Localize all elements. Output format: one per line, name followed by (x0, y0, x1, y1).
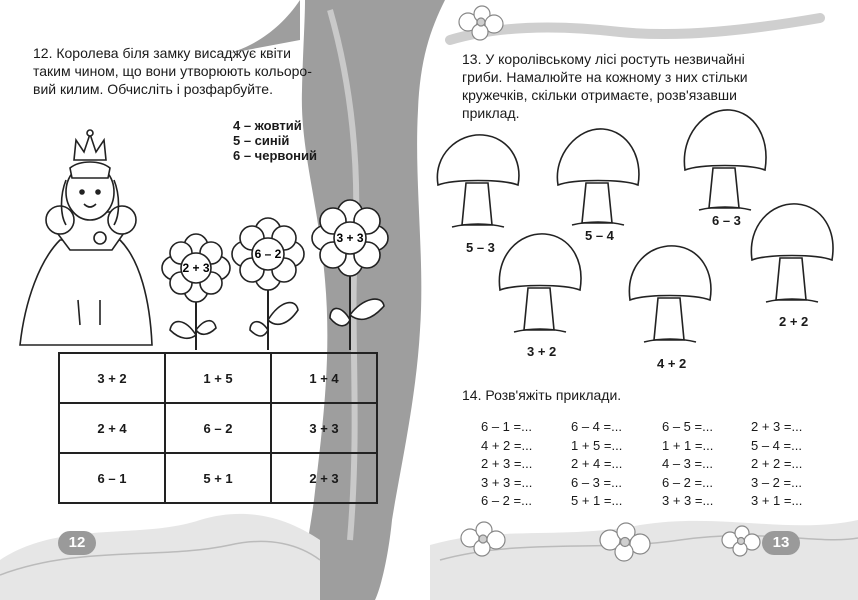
example[interactable]: 6 – 5 =... (662, 419, 713, 434)
mushroom-label: 5 – 4 (585, 228, 614, 243)
example[interactable]: 6 – 1 =... (481, 419, 532, 434)
task13-text (462, 50, 812, 122)
task12-line: 12. Королева біля замку висаджує квіти (33, 45, 291, 61)
decor-swirl-top (450, 18, 820, 40)
grid-row (59, 353, 377, 403)
task14-title: 14. Розв'яжіть приклади. (462, 387, 622, 403)
task12-line: вий килим. Обчисліть і розфарбуйте. (33, 81, 273, 97)
example[interactable]: 1 + 5 =... (571, 437, 623, 453)
mushroom-label: 3 + 2 (527, 344, 557, 359)
example[interactable]: 2 + 3 =... (481, 456, 533, 471)
example[interactable]: 6 – 3 =... (571, 474, 622, 490)
grid-cell[interactable]: 6 – 2 (165, 403, 271, 453)
mushroom-label: 4 + 2 (657, 356, 687, 371)
princess-illustration (20, 130, 152, 345)
color-legend (233, 118, 317, 163)
task13-line: 13. У королівському лісі ростуть незвичайні (462, 51, 745, 67)
flower-label-3: 3 + 3 (336, 231, 364, 245)
mushroom-label: 6 – 3 (712, 213, 741, 228)
page-number-left: 12 (58, 531, 96, 555)
grid-cell[interactable]: 3 + 3 (271, 403, 377, 453)
flower-label-2: 6 – 2 (254, 247, 282, 261)
legend-item: 4 – жовтий (233, 118, 302, 133)
ground-left (0, 514, 320, 600)
page-number-right: 13 (762, 531, 800, 555)
grid-cell[interactable]: 2 + 4 (59, 403, 165, 453)
flower-label-1: 2 + 3 (182, 261, 210, 275)
example[interactable]: 3 – 2 =... (751, 474, 802, 490)
mushroom-label: 2 + 2 (779, 314, 809, 329)
grid-cell[interactable]: 5 + 1 (165, 453, 271, 503)
example[interactable]: 4 – 3 =... (662, 456, 713, 471)
legend-item: 6 – червоний (233, 148, 317, 163)
grid-cell[interactable]: 1 + 5 (165, 353, 271, 403)
example[interactable]: 2 + 3 =... (751, 419, 803, 434)
grid-row (59, 403, 377, 453)
example[interactable]: 3 + 3 =... (481, 474, 533, 490)
grid-cell[interactable]: 1 + 4 (271, 353, 377, 403)
task13-line: гриби. Намалюйте на кожному з них стільки (462, 69, 748, 85)
legend-item: 5 – синій (233, 133, 290, 148)
example[interactable]: 1 + 1 =... (662, 437, 714, 453)
example[interactable]: 6 – 2 =... (481, 493, 532, 508)
task12-text (33, 44, 323, 98)
example[interactable]: 6 – 2 =... (662, 474, 713, 490)
example-column (751, 418, 802, 511)
example-column (481, 418, 532, 511)
task12-line: таким чином, що вони утворюють кольоро- (33, 63, 312, 79)
grid-cell[interactable]: 6 – 1 (59, 453, 165, 503)
example[interactable]: 5 + 1 =... (571, 493, 623, 508)
example[interactable]: 2 + 2 =... (751, 456, 803, 471)
example[interactable]: 3 + 1 =... (751, 493, 803, 508)
task13-line: приклад. (462, 105, 520, 121)
example[interactable]: 2 + 4 =... (571, 456, 623, 471)
grid-cell[interactable]: 3 + 2 (59, 353, 165, 403)
example[interactable]: 4 + 2 =... (481, 437, 533, 453)
example[interactable]: 5 – 4 =... (751, 437, 802, 453)
flower-carpet-grid (58, 352, 378, 504)
task13-line: кружечків, скільки отримаєте, розв'язавши (462, 87, 737, 103)
grid-cell[interactable]: 2 + 3 (271, 453, 377, 503)
example[interactable]: 3 + 3 =... (662, 493, 714, 508)
example-column (571, 418, 622, 511)
grid-row (59, 453, 377, 503)
mushrooms (437, 110, 833, 342)
example[interactable]: 6 – 4 =... (571, 419, 622, 434)
mushroom-label: 5 – 3 (466, 240, 495, 255)
example-column (662, 418, 713, 511)
